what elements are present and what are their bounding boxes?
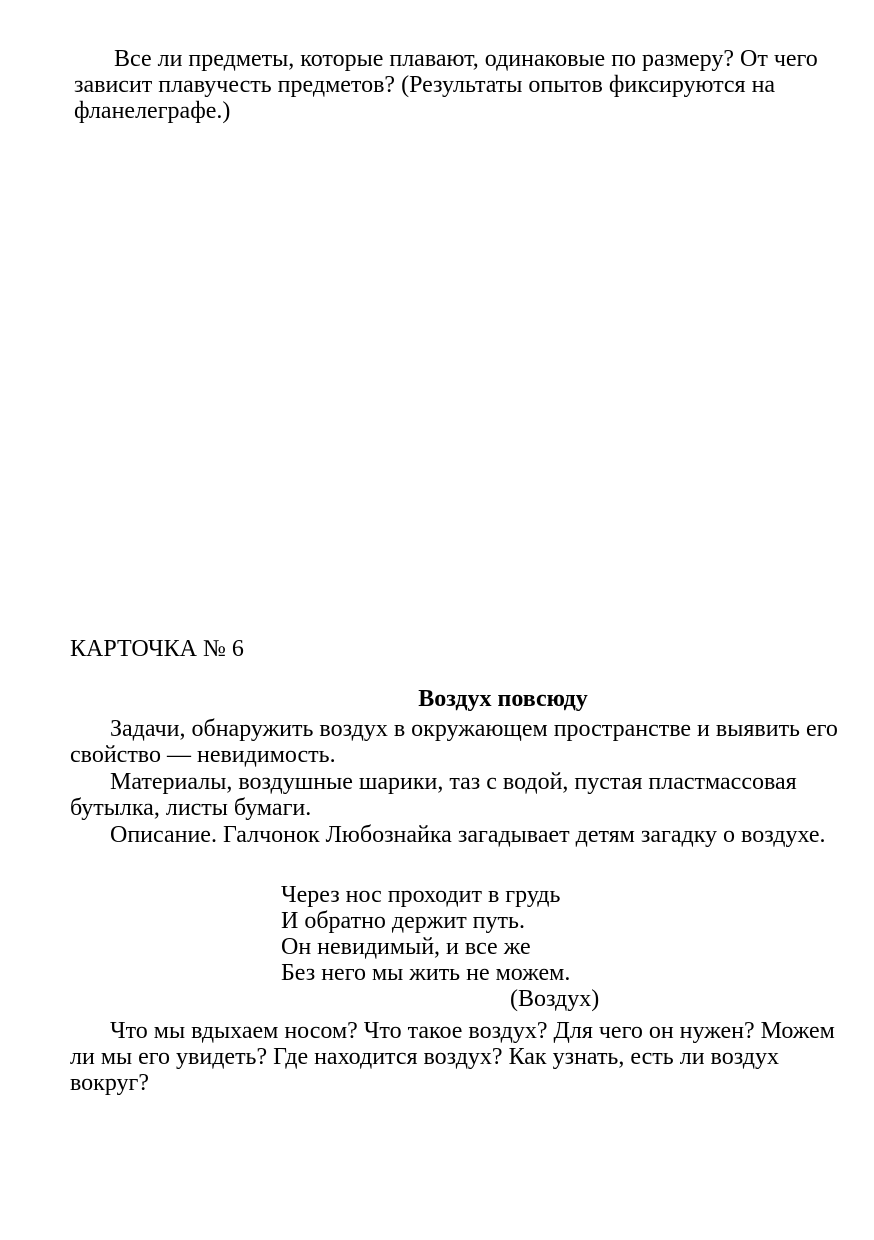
intro-paragraph: Все ли предметы, которые плавают, одинаковые по размеру? От чего зависит плавучесть предметов? (Результаты опытов фиксируются на фланелеграфе.) [74, 46, 818, 124]
card-number-label: КАРТОЧКА № 6 [70, 636, 244, 662]
riddle-line: Без него мы жить не можем. [281, 960, 571, 986]
materials-paragraph: Материалы, воздушные шарики, таз с водой, пустая пластмассовая бутылка, листы бумаги. [70, 769, 797, 821]
riddle-answer: (Воздух) [510, 986, 600, 1012]
riddle-line: Он невидимый, и все же [281, 934, 531, 960]
card-title: Воздух повсюду [418, 686, 588, 712]
questions-paragraph: Что мы вдыхаем носом? Что такое воздух? Для чего он нужен? Можем ли мы его увидеть? Где находится воздух? Как узнать, есть ли воздух вокруг? [70, 1018, 835, 1096]
tasks-paragraph: Задачи, обнаружить воздух в окружающем пространстве и выявить его свойство — невидимость. [70, 716, 838, 768]
riddle-line: И обратно держит путь. [281, 908, 525, 934]
riddle-poem [281, 882, 570, 986]
riddle-line: Через нос проходит в грудь [281, 882, 561, 908]
description-paragraph: Описание. Галчонок Любознайка загадывает детям загадку о воздухе. [110, 822, 826, 848]
